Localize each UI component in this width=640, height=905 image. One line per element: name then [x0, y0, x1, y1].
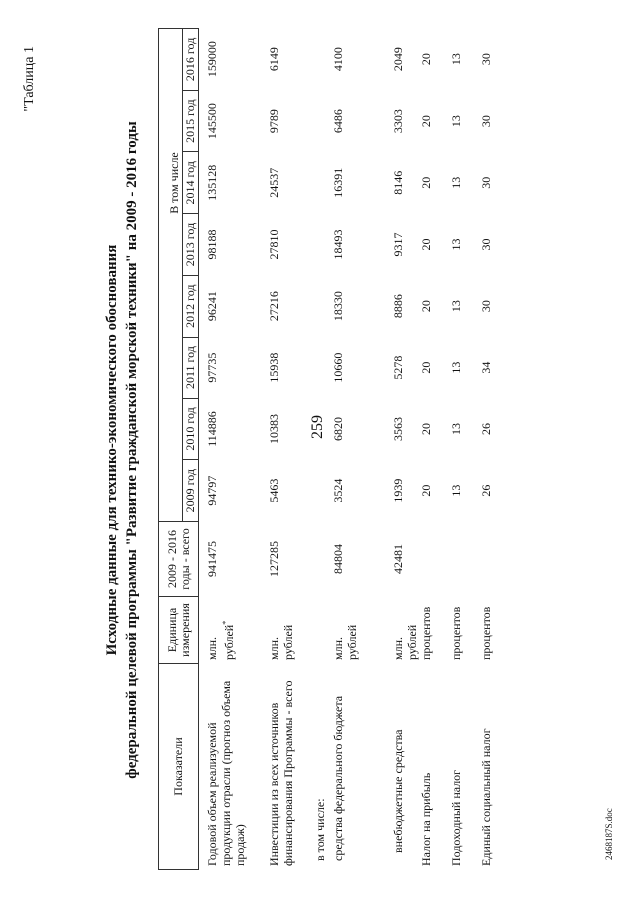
row-value: 20: [419, 460, 449, 522]
row-total: 941475: [199, 522, 262, 597]
row-value: 30: [479, 152, 509, 214]
row-value: 27810: [261, 214, 313, 276]
row-value: 13: [449, 460, 479, 522]
row-total: 84804: [331, 522, 391, 597]
row-unit: процентов: [479, 597, 509, 664]
header-year: 2010 год: [183, 398, 199, 460]
row-unit: млн. рублей: [391, 597, 419, 664]
row-value: 6820: [331, 398, 391, 460]
row-value: 145500: [199, 90, 262, 152]
table-row: [419, 29, 449, 870]
row-value: 2049: [391, 29, 419, 91]
header-unit: Единица измерения: [159, 597, 199, 664]
row-value: 16391: [331, 152, 391, 214]
row-value: 24537: [261, 152, 313, 214]
row-value: 97735: [199, 337, 262, 398]
header-including: В том числе: [167, 29, 183, 338]
row-value: 20: [419, 275, 449, 337]
table-row: [391, 29, 419, 870]
row-name: внебюджетные средства: [391, 664, 419, 870]
row-value: 13: [449, 29, 479, 91]
header-blank: [167, 337, 183, 521]
header-year: 2015 год: [183, 90, 199, 152]
row-value: 98188: [199, 214, 262, 276]
row-value: 15938: [261, 337, 313, 398]
row-value: 13: [449, 152, 479, 214]
row-value: 5278: [391, 337, 419, 398]
row-value: 18493: [331, 214, 391, 276]
row-value: 1939: [391, 460, 419, 522]
row-value: 6486: [331, 90, 391, 152]
row-value: 114886: [199, 398, 262, 460]
row-value: 10660: [331, 337, 391, 398]
row-value: 30: [479, 90, 509, 152]
row-value: 3563: [391, 398, 419, 460]
row-total: [479, 522, 509, 597]
row-value: 13: [449, 275, 479, 337]
row-name: Инвестиции из всех источников финансирования Программы - всего: [261, 664, 313, 870]
row-value: 27216: [261, 275, 313, 337]
title-line-1: Исходные данные для технико-экономического обоснования: [104, 244, 120, 656]
row-unit: млн. рублей*: [199, 597, 262, 664]
row-value: 20: [419, 214, 449, 276]
row-total: 42481: [391, 522, 419, 597]
page-number: 259: [309, 415, 326, 439]
header-year: 2013 год: [183, 214, 199, 276]
header-year: 2009 год: [183, 460, 199, 522]
row-value: 6149: [261, 29, 313, 91]
header-year: 2016 год: [183, 29, 199, 91]
row-value: 18330: [331, 275, 391, 337]
row-unit: процентов: [449, 597, 479, 664]
row-value: 13: [449, 214, 479, 276]
row-value: 4100: [331, 29, 391, 91]
row-total: [419, 522, 449, 597]
table-row: [331, 29, 391, 870]
document-code: 2468187S.doc: [604, 808, 614, 860]
header-year: 2011 год: [183, 337, 199, 398]
row-value: 20: [419, 337, 449, 398]
row-value: 26: [479, 398, 509, 460]
row-unit: млн. рублей: [331, 597, 391, 664]
table-row: [449, 29, 479, 870]
title-line-2: федеральной целевой программы "Развитие гражданской морской техники" на 2009 - 2016 годы: [124, 121, 140, 779]
row-total: 127285: [261, 522, 313, 597]
row-value: 96241: [199, 275, 262, 337]
row-value: 94797: [199, 460, 262, 522]
row-value: 3303: [391, 90, 419, 152]
row-name: Налог на прибыль: [419, 664, 449, 870]
table-row: [479, 29, 509, 870]
row-name: средства федерального бюджета: [331, 664, 391, 870]
header-total: 2009 - 2016 годы - всего: [159, 522, 199, 597]
row-value: 20: [419, 152, 449, 214]
row-name: Годовой объем реализуемой продукции отрасли (прогноз объема продаж): [199, 664, 262, 870]
table-row: [313, 29, 331, 870]
header-year: 2014 год: [183, 152, 199, 214]
row-total: [449, 522, 479, 597]
row-value: 20: [419, 29, 449, 91]
row-value: 26: [479, 460, 509, 522]
row-value: 20: [419, 90, 449, 152]
row-value: 9789: [261, 90, 313, 152]
row-value: 159000: [199, 29, 262, 91]
table-row: [199, 29, 262, 870]
data-table: [158, 28, 509, 870]
header-year: 2012 год: [183, 275, 199, 337]
row-value: 34: [479, 337, 509, 398]
row-unit: процентов: [419, 597, 449, 664]
row-value: 5463: [261, 460, 313, 522]
row-name: в том числе:: [313, 664, 331, 870]
row-value: 30: [479, 29, 509, 91]
table-row: [261, 29, 313, 870]
row-name: Единый социальный налог: [479, 664, 509, 870]
row-value: 135128: [199, 152, 262, 214]
row-value: 13: [449, 337, 479, 398]
footnote-mark: *: [221, 620, 230, 625]
row-value: 30: [479, 275, 509, 337]
row-value: 13: [449, 398, 479, 460]
rotated-page: [0, 20, 600, 880]
row-value: 8146: [391, 152, 419, 214]
table-label: "Таблица 1: [22, 46, 37, 112]
header-spacer: [159, 29, 168, 522]
row-value: 30: [479, 214, 509, 276]
row-value: 20: [419, 398, 449, 460]
row-value: 13: [449, 90, 479, 152]
row-value: 3524: [331, 460, 391, 522]
row-value: 9317: [391, 214, 419, 276]
row-value: 8886: [391, 275, 419, 337]
row-unit: млн. рублей: [261, 597, 313, 664]
header-indicators: Показатели: [159, 664, 199, 870]
row-value: 10383: [261, 398, 313, 460]
row-name: Подоходный налог: [449, 664, 479, 870]
